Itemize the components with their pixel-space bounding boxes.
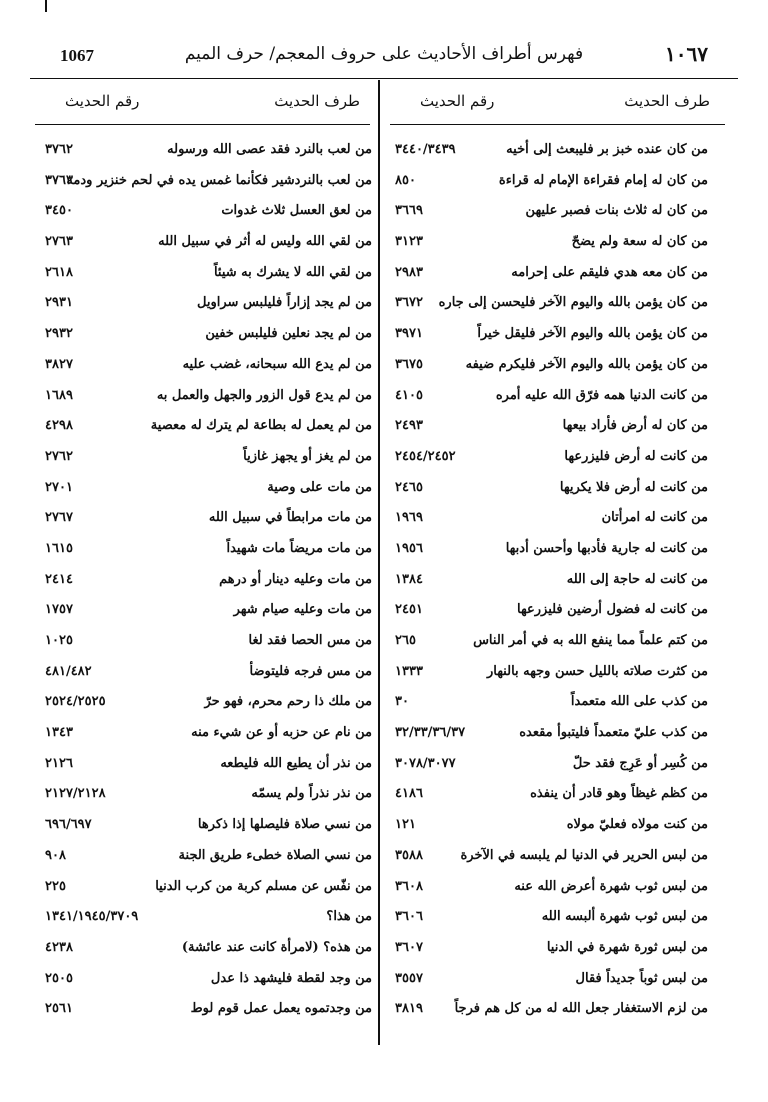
index-entry	[45, 446, 372, 477]
index-entry	[45, 354, 372, 385]
index-entry	[395, 569, 708, 600]
hadith-term: من كانت له حاجة إلى الله	[566, 571, 708, 587]
hadith-term: من كانت له امرأتان	[601, 510, 708, 526]
number-column-label: رقم الحديث	[65, 92, 140, 110]
hadith-number: ٢١٢٧/٢١٢٨	[45, 786, 106, 802]
index-entry	[395, 170, 708, 201]
hadith-number: ٢٤٩٣	[395, 418, 423, 434]
left-heading-rule	[35, 124, 370, 125]
index-entry	[395, 722, 708, 753]
hadith-number: ٣٢/٣٣/٣٦/٣٧	[395, 725, 466, 741]
hadith-term: من كانت له أرض فلا يكريها	[559, 479, 708, 495]
hadith-term: من مس فرجه فليتوضأ	[249, 663, 372, 679]
hadith-term: من لعب بالنردشير فكأنما غمس يده في لحم خنزير ودمه	[66, 172, 372, 188]
hadith-term: من هذا؟	[326, 909, 372, 925]
hadith-number: ٢٢٥	[45, 878, 66, 894]
hadith-number: ٢٧٠١	[45, 479, 73, 495]
hadith-number: ٣٦٦٩	[395, 203, 423, 219]
hadith-number: ٣٦٠٧	[395, 939, 423, 955]
hadith-number: ٢٧٦٢	[45, 448, 73, 464]
hadith-number: ٢١٢٦	[45, 755, 73, 771]
index-entry	[395, 691, 708, 722]
hadith-term: من لم يجد إزاراً فليلبس سراويل	[197, 295, 372, 311]
hadith-term: من كانت له فضول أرضين فليزرعها	[517, 602, 708, 618]
hadith-number: ١٣٤١/١٩٤٥/٣٧٠٩	[45, 909, 139, 925]
index-entry	[45, 691, 372, 722]
hadith-number: ٢٩٣٢	[45, 326, 73, 342]
hadith-number: ٢٤٥٤/٢٤٥٢	[395, 448, 456, 464]
hadith-number: ٩٠٨	[45, 847, 66, 863]
index-entry	[395, 385, 708, 416]
hadith-term: من كذب على الله متعمداً	[570, 694, 708, 710]
hadith-number: ٢٤٦٥	[395, 479, 423, 495]
hadith-term: من نفّس عن مسلم كربة من كرب الدنيا	[155, 878, 372, 894]
index-entry	[395, 937, 708, 968]
running-title: فهرس أطراف الأحاديث على حروف المعجم/ حرف الميم	[184, 44, 584, 64]
hadith-term: من لقي الله لا يشرك به شيئاً	[213, 264, 372, 280]
index-entry	[395, 507, 708, 538]
hadith-number: ٢٥٠٥	[45, 970, 73, 986]
hadith-number: ١٦٨٩	[45, 387, 73, 403]
term-column-label: طرف الحديث	[624, 92, 710, 110]
hadith-number: ٢٩٣١	[45, 295, 73, 311]
page-number-arabic: ١٠٦٧	[665, 42, 708, 66]
index-entry	[395, 599, 708, 630]
hadith-number: ٤٨١/٤٨٢	[45, 663, 92, 679]
hadith-number: ١٢١	[395, 817, 416, 833]
hadith-number: ٢٦١٨	[45, 264, 73, 280]
index-entry	[395, 630, 708, 661]
index-entry	[45, 139, 372, 170]
hadith-number: ٣٧٦٢	[45, 142, 73, 157]
hadith-term: من كان له سعة ولم يضحّ	[571, 234, 708, 250]
index-entry	[395, 783, 708, 814]
index-entry	[45, 415, 372, 446]
hadith-number: ٢٥٢٤/٢٥٢٥	[45, 694, 106, 710]
index-entry	[395, 477, 708, 508]
page-header	[30, 38, 738, 79]
hadith-term: من وجد لقطة فليشهد ذا عدل	[210, 970, 372, 986]
index-entry	[395, 661, 708, 692]
column-divider	[378, 80, 380, 1045]
hadith-number: ١٣٤٣	[45, 725, 73, 741]
hadith-number: ٢٧٦٣	[45, 234, 73, 250]
hadith-term: من مس الحصا فقد لغا	[248, 633, 372, 648]
hadith-number: ٦٩٦/٦٩٧	[45, 817, 92, 833]
hadith-number: ١٠٢٥	[45, 633, 73, 648]
right-column-entries	[395, 139, 708, 1029]
hadith-number: ٣٦٠٨	[395, 878, 423, 894]
hadith-number: ١٣٣٣	[395, 663, 423, 679]
index-entry	[395, 231, 708, 262]
index-entry	[45, 599, 372, 630]
right-column-heading	[390, 92, 720, 122]
page-number-latin: 1067	[60, 46, 94, 65]
index-entry	[45, 661, 372, 692]
index-entry	[395, 845, 708, 876]
hadith-term: من كان يؤمن بالله واليوم الآخر فليقل خيراً	[477, 326, 708, 342]
hadith-number: ٨٥٠	[395, 172, 416, 188]
index-entry	[395, 354, 708, 385]
hadith-term: من كانت له أرض فليزرعها	[564, 448, 708, 464]
hadith-number: ٣١٢٣	[395, 234, 423, 250]
number-column-label: رقم الحديث	[420, 92, 495, 110]
hadith-term: من نسي الصلاة خطىء طريق الجنة	[178, 847, 372, 863]
hadith-number: ٣٧٦٣	[45, 172, 73, 188]
hadith-term: من لبس ثوب شهرة ألبسه الله	[541, 909, 708, 925]
hadith-term: من كان عنده خبز بر فليبعث إلى أخيه	[506, 142, 708, 157]
hadith-number: ١٩٥٦	[395, 540, 423, 556]
index-entry	[45, 200, 372, 231]
index-entry	[45, 477, 372, 508]
hadith-term: من نذر نذراً ولم يسمّه	[251, 786, 372, 802]
index-entry	[395, 446, 708, 477]
index-entry	[395, 753, 708, 784]
hadith-number: ٤٢٣٨	[45, 939, 73, 955]
hadith-term: من كان له أرض فأراد بيعها	[562, 418, 708, 434]
hadith-term: من مات وعليه صيام شهر	[233, 602, 372, 618]
index-entry	[395, 876, 708, 907]
hadith-term: من لعب بالنرد فقد عصى الله ورسوله	[167, 142, 372, 157]
term-column-label: طرف الحديث	[274, 92, 360, 110]
hadith-term: من مات على وصية	[267, 479, 372, 495]
hadith-term: من كتم علماً مما ينفع الله به في أمر الناس	[473, 633, 708, 648]
hadith-number: ٣٠٧٨/٣٠٧٧	[395, 755, 456, 771]
hadith-term: من لم يدع قول الزور والجهل والعمل به	[156, 387, 372, 403]
hadith-term: من لم يدع الله سبحانه، غضب عليه	[182, 356, 372, 372]
index-entry	[395, 814, 708, 845]
hadith-term: من كثرت صلاته بالليل حسن وجهه بالنهار	[486, 663, 708, 679]
index-entry	[45, 906, 372, 937]
hadith-term: من كظم غيظاً وهو قادر أن ينفذه	[530, 786, 708, 802]
index-entry	[45, 876, 372, 907]
hadith-number: ٢٤٥١	[395, 602, 423, 618]
hadith-number: ٤١٠٥	[395, 387, 423, 403]
hadith-number: ٢٥٦١	[45, 1001, 73, 1017]
left-column-heading	[40, 92, 370, 122]
hadith-term: من لبس ثوب شهرة أعرض الله عنه	[514, 878, 708, 894]
hadith-number: ٢٤١٤	[45, 571, 73, 587]
index-entry	[45, 538, 372, 569]
index-entry	[395, 323, 708, 354]
hadith-term: من كُسِر أو عَرِج فقد حلّ	[572, 755, 708, 771]
index-entry	[45, 937, 372, 968]
hadith-term: من لعق العسل ثلاث غدوات	[221, 203, 372, 219]
hadith-term: من لبس الحرير في الدنيا لم يلبسه في الآخرة	[460, 847, 708, 863]
hadith-number: ٣٥٨٨	[395, 847, 423, 863]
hadith-number: ٢٦٥	[395, 633, 416, 648]
hadith-term: من كان له ثلاث بنات فصبر عليهن	[525, 203, 708, 219]
hadith-term: من كانت الدنيا همه فرّق الله عليه أمره	[495, 387, 708, 403]
hadith-term: من كان له إمام فقراءة الإمام له قراءة	[498, 172, 708, 188]
index-entry	[395, 292, 708, 323]
hadith-term: من لقي الله وليس له أثر في سبيل الله	[158, 234, 372, 250]
hadith-number: ٤٢٩٨	[45, 418, 73, 434]
hadith-number: ١٣٨٤	[395, 571, 423, 587]
index-entry	[395, 415, 708, 446]
hadith-number: ٣٦٠٦	[395, 909, 423, 925]
hadith-term: من نام عن حزبه أو عن شيء منه	[191, 725, 372, 741]
index-entry	[45, 507, 372, 538]
left-column-entries	[45, 139, 372, 1029]
hadith-term: من كذب عليّ متعمداً فليتبوأ مقعده	[519, 725, 708, 741]
index-entry	[45, 323, 372, 354]
right-heading-rule	[390, 124, 725, 125]
hadith-term: من مات مريضاً مات شهيداً	[226, 540, 372, 556]
hadith-number: ٣٦٧٥	[395, 356, 423, 372]
hadith-term: من مات وعليه دينار أو درهم	[219, 571, 372, 587]
hadith-term: من نسي صلاة فليصلها إذا ذكرها	[197, 817, 372, 833]
hadith-term: من لم يغز أو يجهز غازياً	[243, 448, 372, 464]
index-entry	[45, 231, 372, 262]
index-entry	[45, 262, 372, 293]
index-entry	[395, 906, 708, 937]
index-entry	[45, 753, 372, 784]
index-entry	[45, 968, 372, 999]
hadith-number: ١٩٦٩	[395, 510, 423, 526]
hadith-term: من لزم الاستغفار جعل الله له من كل هم فرجاً	[454, 1001, 708, 1017]
hadith-term: من كان معه هدي فليقم على إحرامه	[511, 264, 708, 280]
index-entry	[395, 998, 708, 1029]
hadith-number: ٣٦٧٢	[395, 295, 423, 311]
index-entry	[45, 814, 372, 845]
hadith-number: ٣٠	[395, 694, 409, 710]
hadith-term: من هذه؟ (لامرأة كانت عند عائشة)	[181, 939, 372, 955]
hadith-number: ٣٤٥٠	[45, 203, 73, 219]
hadith-number: ٢٩٨٣	[395, 264, 423, 280]
hadith-term: من لبس ثوباً جديداً فقال	[575, 970, 708, 986]
hadith-number: ٢٧٦٧	[45, 510, 73, 526]
hadith-term: من لم يجد نعلين فليلبس خفين	[205, 326, 372, 342]
index-entry	[45, 292, 372, 323]
hadith-term: من كان يؤمن بالله واليوم الآخر فليحسن إلى جاره	[438, 295, 708, 311]
index-entry	[45, 722, 372, 753]
hadith-number: ١٧٥٧	[45, 602, 73, 618]
hadith-number: ٣٨١٩	[395, 1001, 423, 1017]
hadith-number: ٤١٨٦	[395, 786, 423, 802]
hadith-term: من وجدتموه يعمل عمل قوم لوط	[190, 1001, 372, 1017]
hadith-term: من نذر أن يطيع الله فليطعه	[220, 755, 372, 771]
hadith-term: من لم يعمل له بطاعة لم يترك له معصية	[150, 418, 372, 434]
hadith-number: ٣٥٥٧	[395, 970, 423, 986]
hadith-term: من كان يؤمن بالله واليوم الآخر فليكرم ضيفه	[465, 356, 708, 372]
index-entry	[45, 569, 372, 600]
hadith-term: من ملك ذا رحم محرم، فهو حرّ	[204, 694, 372, 710]
index-entry	[45, 783, 372, 814]
index-entry	[395, 538, 708, 569]
index-entry	[45, 630, 372, 661]
index-entry	[395, 968, 708, 999]
index-entry	[395, 139, 708, 170]
margin-tick-mark	[45, 0, 47, 12]
index-entry	[45, 170, 372, 201]
hadith-number: ٣٨٢٧	[45, 356, 73, 372]
index-entry	[395, 262, 708, 293]
hadith-term: من لبس ثورة شهرة في الدنيا	[546, 939, 708, 955]
hadith-number: ٣٩٧١	[395, 326, 423, 342]
index-entry	[45, 845, 372, 876]
index-entry	[395, 200, 708, 231]
hadith-number: ٣٤٤٠/٣٤٣٩	[395, 142, 456, 157]
hadith-term: من مات مرابطاً في سبيل الله	[208, 510, 372, 526]
index-entry	[45, 998, 372, 1029]
hadith-term: من كنت مولاه فعليّ مولاه	[566, 817, 708, 833]
hadith-number: ١٦١٥	[45, 540, 73, 556]
hadith-term: من كانت له جارية فأدبها وأحسن أدبها	[505, 540, 708, 556]
index-entry	[45, 385, 372, 416]
